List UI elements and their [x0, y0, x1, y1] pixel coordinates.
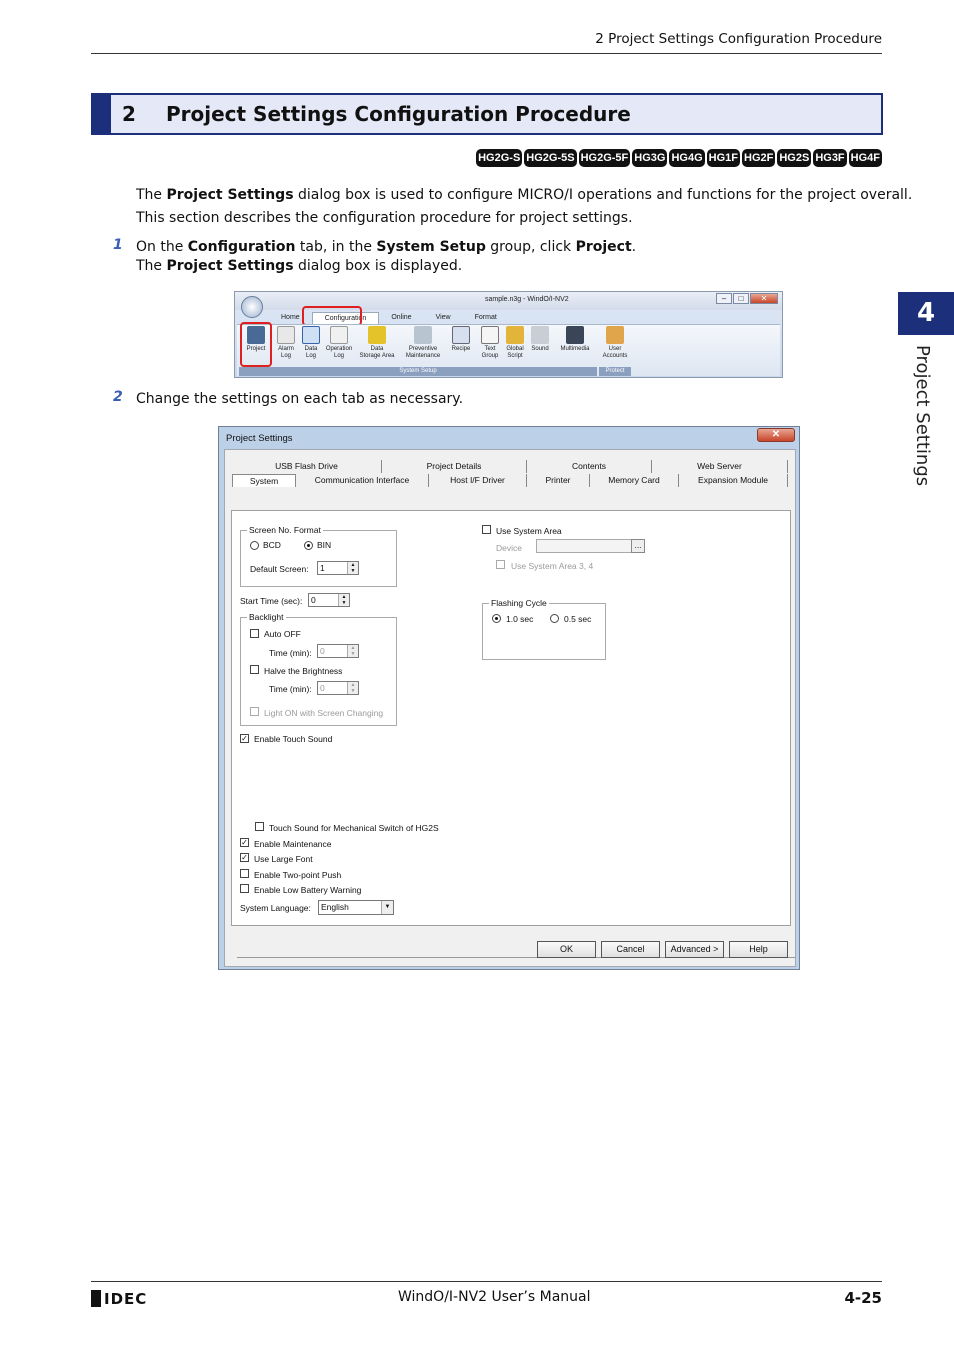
data-storage-icon	[368, 326, 386, 344]
maintenance-icon	[414, 326, 432, 344]
close-icon[interactable]: ✕	[750, 293, 778, 304]
bin-radio[interactable]	[304, 541, 313, 550]
maximize-icon[interactable]: □	[733, 293, 749, 304]
operation-log-icon	[330, 326, 348, 344]
device-field[interactable]	[536, 539, 632, 553]
tab-contents[interactable]: Contents	[527, 460, 652, 473]
screen-no-format-group	[240, 525, 397, 587]
model-badge: HG3G	[632, 149, 667, 167]
idec-logo: IDEC	[91, 1290, 147, 1308]
group-system-setup: System Setup	[239, 367, 597, 376]
spinner-arrows-icon[interactable]: ▲ ▼	[347, 645, 358, 657]
low-battery-checkbox[interactable]	[240, 884, 249, 893]
tab-system[interactable]: System	[232, 474, 296, 487]
tab-printer[interactable]: Printer	[527, 474, 590, 487]
halve-brightness-checkbox[interactable]	[250, 665, 259, 674]
time-min-label: Time (min):	[269, 684, 312, 694]
flashing-cycle-group	[482, 598, 606, 660]
model-badges	[476, 149, 882, 167]
chapter-tab: 4	[898, 292, 954, 335]
bin-label: BIN	[317, 540, 332, 550]
tab-expansion-module[interactable]: Expansion Module	[679, 474, 788, 487]
header-rule	[91, 53, 882, 54]
intro-line-2: This section describes the configuration procedure for project settings.	[136, 210, 633, 226]
minimize-icon[interactable]: –	[716, 293, 732, 304]
enable-touch-sound-label: Enable Touch Sound	[254, 734, 333, 744]
use-system-area-34-label: Use System Area 3, 4	[511, 561, 594, 571]
tab-row-2	[232, 474, 788, 487]
step-number: 1	[113, 237, 123, 253]
dialog-close-icon[interactable]: ✕	[757, 428, 795, 442]
spinner-arrows-icon[interactable]: ▲ ▼	[347, 562, 358, 574]
help-button[interactable]: Help	[729, 941, 788, 958]
light-on-checkbox[interactable]	[250, 707, 259, 716]
time-min-label: Time (min):	[269, 648, 312, 658]
sound-icon	[531, 326, 549, 344]
auto-off-label: Auto OFF	[264, 629, 301, 639]
recipe-button[interactable]: Recipe	[447, 326, 475, 353]
large-font-checkbox[interactable]: ✓	[241, 853, 248, 862]
project-button[interactable]: Project	[242, 326, 270, 353]
device-browse-button[interactable]: ...	[631, 539, 645, 553]
tab-row-1	[232, 460, 788, 473]
data-log-icon	[302, 326, 320, 344]
dialog-title: Project Settings	[226, 433, 293, 444]
model-badge: HG2F	[742, 149, 775, 167]
auto-off-time-spinner[interactable]: 0 ▲ ▼	[317, 644, 359, 658]
model-badge: HG2G-5F	[579, 149, 631, 167]
auto-off-checkbox[interactable]	[250, 629, 259, 638]
tab-view[interactable]: View	[435, 314, 451, 321]
system-language-label: System Language:	[240, 903, 311, 913]
system-language-select[interactable]: English ▼	[318, 900, 394, 915]
tab-web-server[interactable]: Web Server	[652, 460, 788, 473]
start-time-spinner[interactable]: 0 ▲ ▼	[308, 593, 350, 607]
dialog-client	[224, 449, 796, 967]
text-group-button[interactable]: Text Group	[476, 326, 504, 360]
halve-time-spinner[interactable]: 0 ▲ ▼	[317, 681, 359, 695]
window-title: sample.n3g - WindO/I-NV2	[485, 296, 569, 303]
idec-logo-mark	[91, 1290, 101, 1307]
advanced-button[interactable]: Advanced >	[665, 941, 724, 958]
tab-usb-flash-drive[interactable]: USB Flash Drive	[232, 460, 382, 473]
app-orb-icon[interactable]	[241, 296, 263, 318]
model-badge: HG1F	[707, 149, 740, 167]
model-badge: HG2S	[777, 149, 811, 167]
use-system-area-checkbox[interactable]	[482, 525, 491, 534]
model-badge: HG2G-S	[476, 149, 522, 167]
footer-rule	[91, 1281, 882, 1282]
bcd-radio[interactable]	[250, 541, 259, 550]
start-time-label: Start Time (sec):	[240, 596, 303, 606]
group-protect: Protect	[599, 367, 631, 376]
system-tab-panel	[231, 510, 791, 926]
running-header: 2 Project Settings Configuration Procedure	[595, 31, 882, 47]
enable-touch-sound-checkbox[interactable]: ✓	[241, 734, 248, 743]
intro-line-1: The Project Settings dialog box is used to configure MICRO/I operations and functions for the project overall.	[136, 187, 913, 203]
tab-host-if-driver[interactable]: Host I/F Driver	[429, 474, 527, 487]
section-title: Project Settings Configuration Procedure	[166, 102, 631, 126]
default-screen-spinner[interactable]: 1 ▲ ▼	[317, 561, 359, 575]
user-accounts-icon	[606, 326, 624, 344]
chevron-down-icon[interactable]: ▼	[381, 901, 393, 914]
text-group-icon	[481, 326, 499, 344]
model-badge: HG4F	[849, 149, 882, 167]
flash-1-0-radio[interactable]	[492, 614, 501, 623]
multimedia-icon	[566, 326, 584, 344]
operation-log-button[interactable]: Operation Log	[325, 326, 353, 360]
device-label: Device	[496, 543, 522, 553]
flash-0-5-radio[interactable]	[550, 614, 559, 623]
data-log-button[interactable]: Data Log	[297, 326, 325, 360]
touch-mech-label: Touch Sound for Mechanical Switch of HG2S	[269, 823, 439, 833]
chapter-label: Project Settings	[912, 345, 933, 487]
group-label: Flashing Cycle	[491, 598, 547, 608]
group-label: Backlight	[249, 612, 284, 622]
preventive-maintenance-button[interactable]: Preventive Maintenance	[403, 326, 443, 360]
step-2-text: Change the settings on each tab as necessary.	[136, 391, 464, 407]
recipe-icon	[452, 326, 470, 344]
enable-maintenance-label: Enable Maintenance	[254, 839, 332, 849]
two-point-push-label: Enable Two-point Push	[254, 870, 342, 880]
tab-home[interactable]: Home	[281, 314, 300, 321]
touch-mech-checkbox[interactable]	[255, 822, 264, 831]
alarm-log-button[interactable]: Alarm Log	[272, 326, 300, 360]
two-point-push-checkbox[interactable]	[240, 869, 249, 878]
step-number: 2	[113, 389, 123, 405]
step-1-result: The Project Settings dialog box is displayed.	[136, 258, 463, 274]
section-number: 2	[122, 102, 136, 126]
cancel-button[interactable]: Cancel	[601, 941, 660, 958]
default-screen-label: Default Screen:	[250, 564, 309, 574]
window-controls	[716, 293, 778, 304]
model-badge: HG3F	[813, 149, 846, 167]
halve-brightness-label: Halve the Brightness	[264, 666, 343, 676]
section-heading	[91, 93, 883, 135]
flash-1-0-label: 1.0 sec	[506, 614, 534, 624]
use-system-area-34-checkbox[interactable]	[496, 560, 505, 569]
model-badge: HG2G-5S	[524, 149, 576, 167]
low-battery-label: Enable Low Battery Warning	[254, 885, 362, 895]
light-on-label: Light ON with Screen Changing	[264, 708, 384, 718]
alarm-log-icon	[277, 326, 295, 344]
group-label: Screen No. Format	[249, 525, 321, 535]
bcd-label: BCD	[263, 540, 281, 550]
global-script-button[interactable]: Global Script	[501, 326, 529, 360]
spinner-arrows-icon[interactable]: ▲ ▼	[338, 594, 349, 606]
tab-memory-card[interactable]: Memory Card	[590, 474, 679, 487]
script-icon	[506, 326, 524, 344]
page-number: 4-25	[844, 1289, 882, 1307]
section-heading-bar	[93, 95, 111, 133]
use-system-area-label: Use System Area	[496, 526, 562, 536]
tab-communication-interface[interactable]: Communication Interface	[296, 474, 429, 487]
tab-online[interactable]: Online	[391, 314, 412, 321]
highlight-project-button	[240, 322, 272, 367]
user-accounts-button[interactable]: User Accounts	[601, 326, 629, 360]
enable-maintenance-checkbox[interactable]: ✓	[241, 838, 248, 847]
project-settings-dialog	[218, 426, 800, 970]
flash-0-5-label: 0.5 sec	[564, 614, 592, 624]
tab-configuration[interactable]: Configuration	[312, 312, 380, 324]
multimedia-button[interactable]: Multimedia	[556, 326, 594, 353]
ok-button[interactable]: OK	[537, 941, 596, 958]
large-font-label: Use Large Font	[254, 854, 313, 864]
sound-button[interactable]: Sound	[526, 326, 554, 353]
manual-title: WindO/I-NV2 User’s Manual	[398, 1289, 591, 1305]
step-1-text: On the Configuration tab, in the System Setup group, click Project.	[136, 239, 637, 255]
highlight-configuration-tab	[302, 306, 362, 326]
model-badge: HG4G	[669, 149, 704, 167]
tab-format[interactable]: Format	[474, 314, 497, 321]
tab-project-details[interactable]: Project Details	[382, 460, 527, 473]
ribbon-screenshot	[234, 291, 783, 378]
spinner-arrows-icon[interactable]: ▲ ▼	[347, 682, 358, 694]
data-storage-area-button[interactable]: Data Storage Area	[359, 326, 395, 360]
